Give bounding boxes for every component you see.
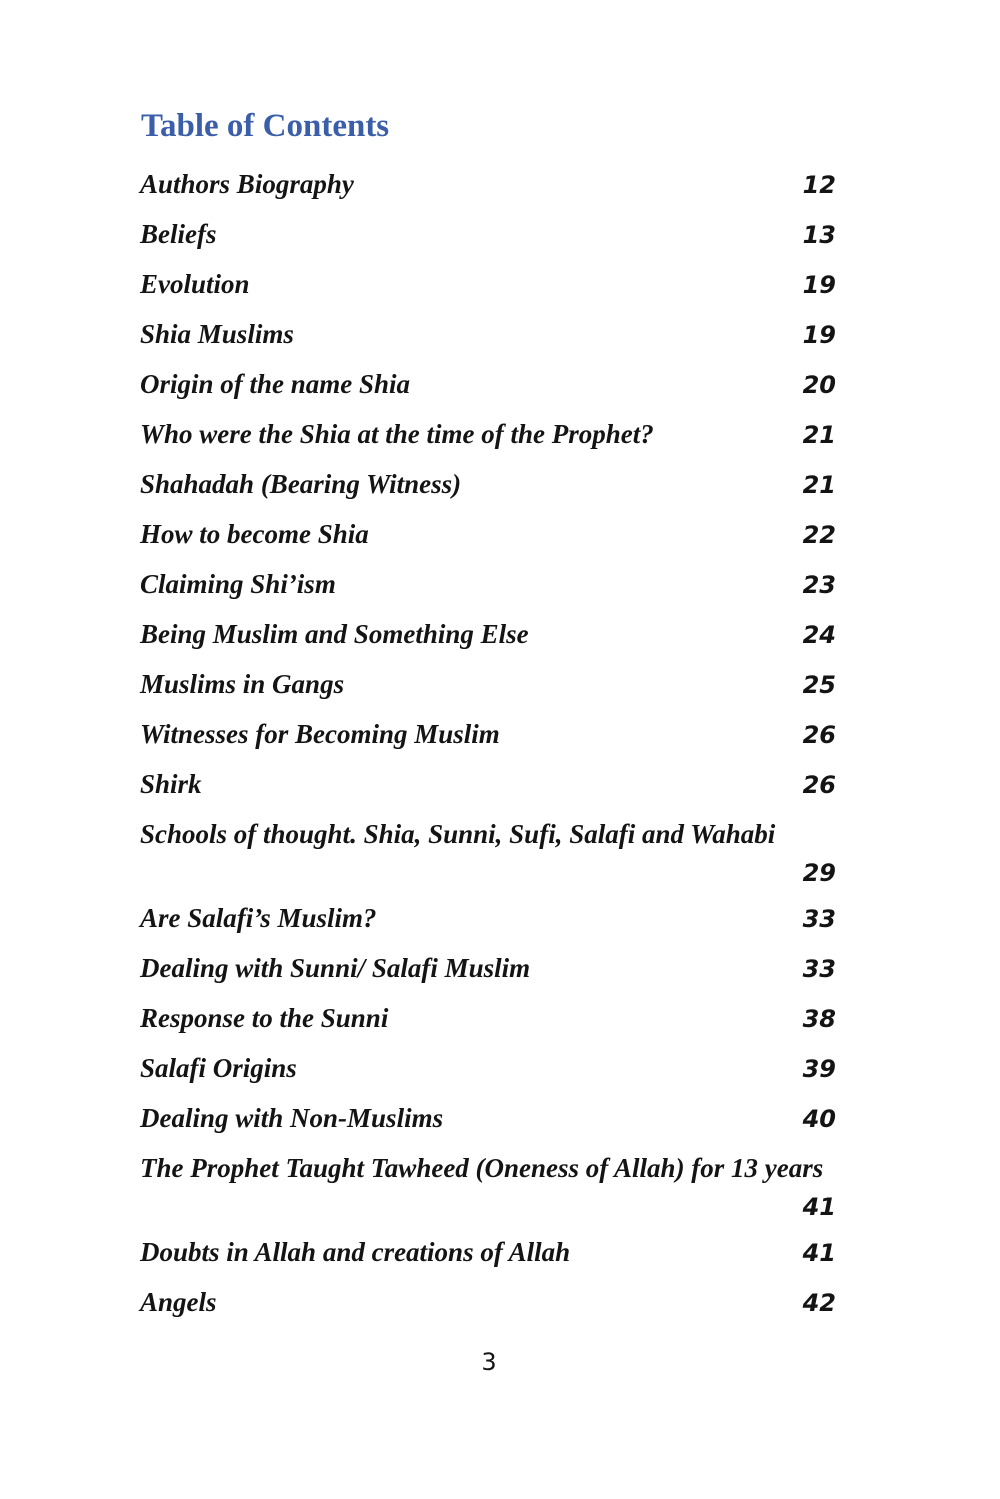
toc-entry-page: 19 bbox=[802, 271, 836, 299]
toc-entry-page: 26 bbox=[802, 721, 836, 749]
toc-entry[interactable] bbox=[140, 1144, 836, 1228]
toc-entry[interactable] bbox=[140, 210, 836, 260]
toc-entry-label: Shia Muslims bbox=[140, 319, 294, 349]
toc-entry-label: Angels bbox=[140, 1287, 217, 1317]
toc-entry-label: Muslims in Gangs bbox=[140, 669, 345, 699]
toc-entry[interactable] bbox=[140, 610, 836, 660]
toc-entry-page: 41 bbox=[802, 1193, 836, 1221]
toc-entry-label: Dealing with Sunni/ Salafi Muslim bbox=[140, 953, 531, 983]
toc-entry[interactable] bbox=[140, 260, 836, 310]
toc-entry-page: 39 bbox=[802, 1055, 836, 1083]
toc-entry-label: Response to the Sunni bbox=[140, 1003, 389, 1033]
toc-entry-label: Origin of the name Shia bbox=[140, 369, 411, 399]
toc-entry-label: Doubts in Allah and creations of Allah bbox=[140, 1237, 571, 1267]
toc-entry[interactable] bbox=[140, 710, 836, 760]
toc-entry-page: 22 bbox=[802, 521, 836, 549]
toc-heading: Table of Contents bbox=[141, 108, 390, 144]
page-number: 3 bbox=[481, 1348, 497, 1376]
toc-entry-page: 42 bbox=[802, 1289, 836, 1317]
toc-entry-page: 40 bbox=[802, 1105, 836, 1133]
toc-entry-label: Shahadah (Bearing Witness) bbox=[140, 469, 462, 499]
toc-list bbox=[140, 160, 840, 1328]
toc-entry[interactable] bbox=[140, 810, 836, 894]
toc-entry[interactable] bbox=[140, 1094, 836, 1144]
toc-entry-page: 21 bbox=[802, 471, 836, 499]
toc-entry-page: 26 bbox=[802, 771, 836, 799]
toc-entry-label: Dealing with Non-Muslims bbox=[140, 1103, 444, 1133]
toc-entry-page: 41 bbox=[802, 1239, 836, 1267]
toc-entry[interactable] bbox=[140, 944, 836, 994]
toc-entry-page: 24 bbox=[802, 621, 836, 649]
toc-entry[interactable] bbox=[140, 760, 836, 810]
toc-entry[interactable] bbox=[140, 894, 836, 944]
toc-entry-label: The Prophet Taught Tawheed (Oneness of Allah) for 13 years bbox=[140, 1153, 824, 1183]
toc-entry-label: Witnesses for Becoming Muslim bbox=[140, 719, 500, 749]
toc-entry[interactable] bbox=[140, 510, 836, 560]
toc-entry[interactable] bbox=[140, 160, 836, 210]
toc-entry[interactable] bbox=[140, 410, 836, 460]
toc-entry-label: How to become Shia bbox=[140, 519, 369, 549]
toc-entry-page: 38 bbox=[802, 1005, 836, 1033]
toc-entry-label: Are Salafi’s Muslim? bbox=[140, 903, 377, 933]
toc-entry[interactable] bbox=[140, 460, 836, 510]
toc-entry-label: Beliefs bbox=[140, 219, 217, 249]
toc-entry[interactable] bbox=[140, 1278, 836, 1328]
toc-entry-page: 25 bbox=[802, 671, 836, 699]
toc-entry[interactable] bbox=[140, 560, 836, 610]
toc-entry-page: 23 bbox=[802, 571, 836, 599]
toc-entry-label: Schools of thought. Shia, Sunni, Sufi, Salafi and Wahabi bbox=[140, 819, 776, 849]
toc-entry-label: Authors Biography bbox=[140, 169, 354, 199]
toc-entry-page: 33 bbox=[802, 955, 836, 983]
toc-entry[interactable] bbox=[140, 660, 836, 710]
toc-entry[interactable] bbox=[140, 310, 836, 360]
toc-entry-label: Shirk bbox=[140, 769, 202, 799]
toc-entry-label: Claiming Shi’ism bbox=[140, 569, 336, 599]
toc-entry-page: 20 bbox=[802, 371, 836, 399]
toc-entry-page: 33 bbox=[802, 905, 836, 933]
toc-entry-label: Evolution bbox=[140, 269, 250, 299]
toc-entry[interactable] bbox=[140, 1044, 836, 1094]
toc-entry-page: 21 bbox=[802, 421, 836, 449]
toc-entry-page: 12 bbox=[802, 171, 836, 199]
toc-entry-label: Salafi Origins bbox=[140, 1053, 297, 1083]
toc-entry-label: Who were the Shia at the time of the Prophet? bbox=[140, 419, 654, 449]
toc-entry-page: 29 bbox=[802, 859, 836, 887]
toc-entry-page: 19 bbox=[802, 321, 836, 349]
toc-entry-label: Being Muslim and Something Else bbox=[140, 619, 529, 649]
toc-entry[interactable] bbox=[140, 994, 836, 1044]
toc-entry-page: 13 bbox=[802, 221, 836, 249]
toc-entry[interactable] bbox=[140, 360, 836, 410]
toc-entry[interactable] bbox=[140, 1228, 836, 1278]
